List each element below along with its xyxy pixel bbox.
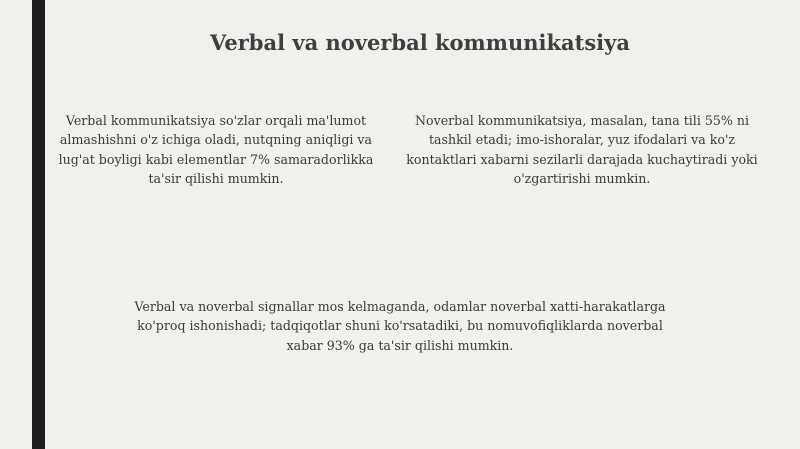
mismatch-paragraph: Verbal va noverbal signallar mos kelmaganda, odamlar noverbal xatti-harakatlarga ko'proq ishonishadi; tadqiqotlar shuni ko'rsatadiki, bu nomuvofiqliklarda noverbal xabar 93% ga ta'sir qilishi mumkin. (134, 299, 666, 353)
slide-title: Verbal va noverbal kommunikatsiya (210, 30, 630, 55)
slide-accent-bar (32, 0, 45, 449)
nonverbal-paragraph: Noverbal kommunikatsiya, masalan, tana tili 55% ni tashkil etadi; imo-ishoralar, yuz ifodalari va ko'z kontaktlari xabarni sezilarli darajada kuchaytiradi yoki o'zgartirishi mumkin. (406, 113, 758, 186)
verbal-paragraph: Verbal kommunikatsiya so'zlar orqali ma'lumot almashishni o'z ichiga oladi, nutqning aniqligi va lug'at boyligi kabi elementlar 7% samaradorlikka ta'sir qilishi mumkin. (58, 113, 374, 186)
